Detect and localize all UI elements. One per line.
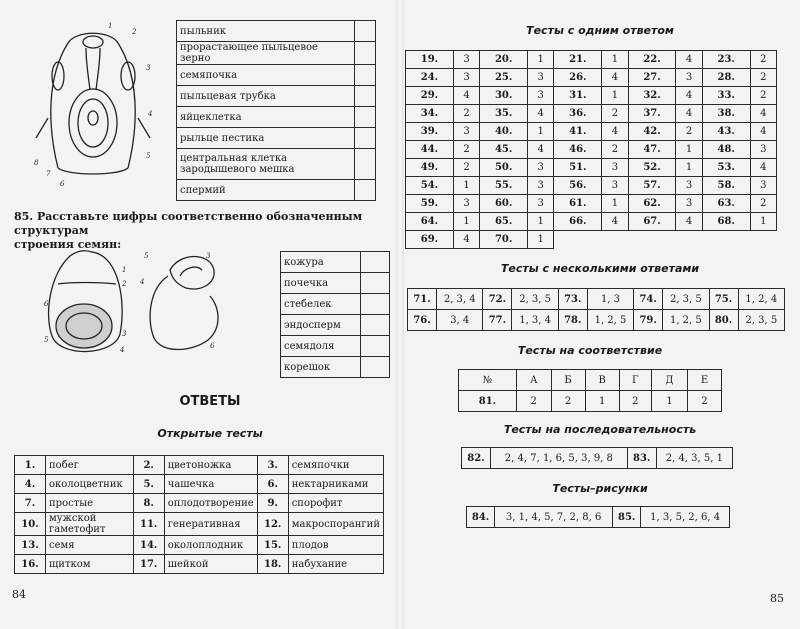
question-number: 79.	[634, 310, 663, 331]
answer-value: Е	[687, 370, 721, 391]
question-number: 19.	[406, 51, 454, 69]
question-number: 68.	[702, 213, 750, 231]
question-number: 69.	[406, 231, 454, 249]
question-number: 78.	[558, 310, 587, 331]
answer-value: 4	[602, 123, 628, 141]
question-number: 20.	[480, 51, 528, 69]
answer-value: 2	[453, 141, 479, 159]
question-number: 16.	[15, 555, 46, 574]
table-cell: стебелек	[281, 294, 361, 315]
single-answer-heading: Тесты с одним ответом	[526, 24, 674, 37]
question-number: 26.	[554, 69, 602, 87]
table-row	[15, 513, 384, 536]
table-cell: пыльцевая трубка	[177, 86, 355, 107]
answer-value: 3	[676, 177, 702, 195]
answer-value: 3, 4	[437, 310, 483, 331]
answer-value: 2	[750, 195, 776, 213]
table-row	[15, 475, 384, 494]
table-cell: яйцеклетка	[177, 107, 355, 128]
diagram-label: 1	[122, 266, 127, 274]
answer-value: 3	[528, 195, 554, 213]
diagram-label: 1	[108, 22, 113, 30]
question-85: 85. Расставьте цифры соответственно обозначенным структурам строения семян:	[14, 210, 363, 251]
question-number: 10.	[15, 513, 46, 536]
table-row	[467, 507, 730, 528]
answer-value: семя	[46, 536, 134, 555]
seed-structures-table	[280, 251, 390, 378]
answer-value: простые	[46, 494, 134, 513]
answer-value: 2	[750, 69, 776, 87]
answer-value: 3	[453, 51, 479, 69]
question-number: 66.	[554, 213, 602, 231]
question-number: 5.	[133, 475, 164, 494]
question-number: 1.	[15, 456, 46, 475]
answer-value: 4	[602, 69, 628, 87]
answer-value: спорофит	[288, 494, 383, 513]
answer-value: 1	[453, 177, 479, 195]
answer-value: 1, 2, 5	[587, 310, 633, 331]
question-number: 14.	[133, 536, 164, 555]
question-number: 15.	[257, 536, 288, 555]
answer-value: Д	[652, 370, 688, 391]
answer-value: чашечка	[164, 475, 257, 494]
table-row	[15, 494, 384, 513]
answer-value: 3	[528, 87, 554, 105]
table-cell: семядоля	[281, 336, 361, 357]
question-number: 59.	[406, 195, 454, 213]
table-row	[15, 536, 384, 555]
question-number: 50.	[480, 159, 528, 177]
question-number: 40.	[480, 123, 528, 141]
answer-value: семяпочки	[288, 456, 383, 475]
answer-value: 1, 3, 4	[512, 310, 558, 331]
question-number: 6.	[257, 475, 288, 494]
table-cell: спермий	[177, 180, 355, 201]
multi-answer-heading: Тесты с несколькими ответами	[500, 262, 700, 275]
answer-value: шейкой	[164, 555, 257, 574]
question-number: 60.	[480, 195, 528, 213]
answer-value: 4	[453, 231, 479, 249]
answer-value: 1, 3, 5, 2, 6, 4	[641, 507, 730, 528]
answer-value: 2	[687, 391, 721, 412]
question-number: 51.	[554, 159, 602, 177]
question-number: 27.	[628, 69, 676, 87]
question-number: 83.	[627, 448, 656, 469]
question-number: 35.	[480, 105, 528, 123]
question-number: 80.	[709, 310, 738, 331]
table-row	[406, 231, 777, 249]
answer-value: 1	[750, 213, 776, 231]
answer-value: 3	[528, 69, 554, 87]
table-cell: эндосперм	[281, 315, 361, 336]
question-number: 25.	[480, 69, 528, 87]
answer-value: 2, 3, 4	[437, 289, 483, 310]
table-row	[459, 370, 722, 391]
open-tests-heading: Открытые тесты	[157, 427, 263, 440]
question-number: 45.	[480, 141, 528, 159]
seed-diagram	[40, 244, 130, 362]
answer-value: 4	[676, 105, 702, 123]
question-number: 41.	[554, 123, 602, 141]
answer-value: 2	[602, 105, 628, 123]
question-number: 84.	[467, 507, 495, 528]
answer-value: 4	[453, 87, 479, 105]
answer-value: 1	[528, 123, 554, 141]
question-number: 77.	[483, 310, 512, 331]
answer-value: 4	[602, 213, 628, 231]
question-number: 12.	[257, 513, 288, 536]
open-tests-table	[14, 455, 384, 574]
table-cell: пыльник	[177, 21, 355, 42]
table-row	[15, 555, 384, 574]
table-cell: рыльце пестика	[177, 128, 355, 149]
answer-value: 1, 2, 5	[663, 310, 709, 331]
matching-table	[458, 369, 722, 412]
diagram-label: 6	[44, 300, 49, 308]
matching-heading: Тесты на соответствие	[517, 344, 663, 357]
answer-value: 1	[528, 231, 554, 249]
answer-value: 4	[528, 105, 554, 123]
question-number: 42.	[628, 123, 676, 141]
question-number: 24.	[406, 69, 454, 87]
answer-value: 2, 4, 3, 5, 1	[656, 448, 732, 469]
question-number: 44.	[406, 141, 454, 159]
answer-value: 4	[750, 105, 776, 123]
answer-value: генеративная	[164, 513, 257, 536]
question-number: 64.	[406, 213, 454, 231]
answer-value: 2	[602, 141, 628, 159]
question-number: 54.	[406, 177, 454, 195]
table-cell: почечка	[281, 273, 361, 294]
question-number: 62.	[628, 195, 676, 213]
question-number: 76.	[408, 310, 437, 331]
question-number: 73.	[558, 289, 587, 310]
answer-value: 1, 3	[587, 289, 633, 310]
table-cell: кожура	[281, 252, 361, 273]
table-row	[406, 177, 777, 195]
answers-heading: ОТВЕТЫ	[179, 394, 241, 409]
question-number: 22.	[628, 51, 676, 69]
answer-value: околоплодник	[164, 536, 257, 555]
answer-value: 4	[676, 87, 702, 105]
question-number: 33.	[702, 87, 750, 105]
question-number: 81.	[459, 391, 517, 412]
question-number: 82.	[462, 448, 491, 469]
question-number: 61.	[554, 195, 602, 213]
question-number: 34.	[406, 105, 454, 123]
answer-value: №	[459, 370, 517, 391]
answer-value: 3	[602, 177, 628, 195]
question-number: 31.	[554, 87, 602, 105]
flower-diagram	[28, 18, 158, 188]
flower-structures-table	[176, 20, 376, 201]
question-number: 43.	[702, 123, 750, 141]
diagram-label: 5	[44, 336, 49, 344]
question-number: 7.	[15, 494, 46, 513]
answer-value: макроспорангий	[288, 513, 383, 536]
question-number: 65.	[480, 213, 528, 231]
single-answer-table	[405, 50, 777, 249]
question-number: 8.	[133, 494, 164, 513]
table-row	[406, 159, 777, 177]
answer-value: 1	[676, 141, 702, 159]
answer-value: мужской гаметофит	[46, 513, 134, 536]
answer-value: 3	[453, 123, 479, 141]
answer-value: 4	[676, 51, 702, 69]
answer-value: 1	[528, 213, 554, 231]
picture-tests-heading: Тесты–рисунки	[552, 482, 648, 495]
answer-value: 3	[676, 195, 702, 213]
table-row	[406, 195, 777, 213]
page-number: 85	[770, 592, 784, 605]
question-number: 63.	[702, 195, 750, 213]
multi-answer-table	[407, 288, 785, 331]
table-row	[406, 123, 777, 141]
question-number: 23.	[702, 51, 750, 69]
question-number: 17.	[133, 555, 164, 574]
answer-value: 3	[453, 69, 479, 87]
answer-value: 1	[528, 51, 554, 69]
question-number: 67.	[628, 213, 676, 231]
answer-value: 3	[750, 177, 776, 195]
page-number: 84	[12, 588, 26, 601]
question-number: 72.	[483, 289, 512, 310]
table-row	[408, 289, 785, 310]
question-number: 53.	[702, 159, 750, 177]
diagram-label: 4	[140, 278, 145, 286]
table-row	[406, 69, 777, 87]
table-cell: корешок	[281, 357, 361, 378]
table-row	[406, 105, 777, 123]
answer-value: 1	[602, 51, 628, 69]
answer-value: 1	[652, 391, 688, 412]
answer-value: 3	[676, 69, 702, 87]
question-number: 32.	[628, 87, 676, 105]
answer-value: 3	[602, 159, 628, 177]
answer-value: 1	[585, 391, 619, 412]
table-cell: центральная клетка зародышевого мешка	[177, 149, 355, 180]
question-number: 48.	[702, 141, 750, 159]
answer-value: 2, 3, 5	[512, 289, 558, 310]
answer-value: 2	[453, 105, 479, 123]
answer-value: 2, 3, 5	[738, 310, 784, 331]
answer-value: 2	[750, 51, 776, 69]
question-number: 18.	[257, 555, 288, 574]
question-number: 21.	[554, 51, 602, 69]
question-number: 85.	[613, 507, 641, 528]
answer-value: Б	[551, 370, 585, 391]
answer-value: 2	[676, 123, 702, 141]
table-row	[406, 51, 777, 69]
question-number: 13.	[15, 536, 46, 555]
diagram-label: 7	[46, 170, 51, 178]
question-number: 56.	[554, 177, 602, 195]
answer-value: околоцветник	[46, 475, 134, 494]
question-number: 52.	[628, 159, 676, 177]
answer-value: 2	[516, 391, 551, 412]
question-number: 47.	[628, 141, 676, 159]
answer-value: 1	[602, 195, 628, 213]
table-cell: прорастающее пыльцевое зерно	[177, 42, 355, 65]
question-number: 74.	[634, 289, 663, 310]
question-number: 38.	[702, 105, 750, 123]
table-row	[459, 391, 722, 412]
question-number: 39.	[406, 123, 454, 141]
answer-value: 4	[528, 141, 554, 159]
question-number: 11.	[133, 513, 164, 536]
answer-value: побег	[46, 456, 134, 475]
diagram-label: 5	[144, 252, 149, 260]
diagram-label: 5	[146, 152, 151, 160]
answer-value: 4	[676, 213, 702, 231]
answer-value: 4	[750, 159, 776, 177]
book-gutter	[396, 0, 404, 629]
answer-value: оплодотворение	[164, 494, 257, 513]
question-number: 2.	[133, 456, 164, 475]
answer-value: 3	[453, 195, 479, 213]
diagram-label: 4	[120, 346, 125, 354]
table-row	[408, 310, 785, 331]
question-number: 55.	[480, 177, 528, 195]
diagram-label: 3	[122, 330, 127, 338]
question-number: 46.	[554, 141, 602, 159]
question-number: 49.	[406, 159, 454, 177]
answer-value: 3	[528, 159, 554, 177]
answer-value: набухание	[288, 555, 383, 574]
sequence-table	[461, 447, 733, 469]
question-number: 37.	[628, 105, 676, 123]
diagram-label: 3	[146, 64, 151, 72]
table-row	[406, 213, 777, 231]
question-number: 4.	[15, 475, 46, 494]
sequence-heading: Тесты на последовательность	[503, 423, 697, 436]
table-row	[406, 141, 777, 159]
question-number: 75.	[709, 289, 738, 310]
diagram-label: 2	[132, 28, 137, 36]
answer-value: 3	[750, 141, 776, 159]
answer-value: Г	[619, 370, 651, 391]
diagram-label: 4	[148, 110, 153, 118]
answer-value: нектарниками	[288, 475, 383, 494]
diagram-label: 2	[122, 280, 127, 288]
question-number: 70.	[480, 231, 528, 249]
answer-value: 1	[676, 159, 702, 177]
answer-value: 1	[602, 87, 628, 105]
answer-value: 3, 1, 4, 5, 7, 2, 8, 6	[495, 507, 613, 528]
diagram-label: 3	[206, 252, 211, 260]
answer-value: 1	[453, 213, 479, 231]
answer-value: щитком	[46, 555, 134, 574]
question-number: 9.	[257, 494, 288, 513]
question-number: 30.	[480, 87, 528, 105]
answer-value: плодов	[288, 536, 383, 555]
answer-value: 2, 3, 5	[663, 289, 709, 310]
answer-value: 2	[551, 391, 585, 412]
answer-value: 2	[750, 87, 776, 105]
question-number: 58.	[702, 177, 750, 195]
table-row	[462, 448, 733, 469]
answer-value: 2	[453, 159, 479, 177]
answer-value: 1, 2, 4	[738, 289, 784, 310]
picture-tests-table	[466, 506, 730, 528]
answer-value: 2, 4, 7, 1, 6, 5, 3, 9, 8	[490, 448, 627, 469]
question-number: 36.	[554, 105, 602, 123]
answer-value: 2	[619, 391, 651, 412]
table-row	[15, 456, 384, 475]
question-number: 3.	[257, 456, 288, 475]
answer-value: 3	[528, 177, 554, 195]
answer-value: В	[585, 370, 619, 391]
table-row	[406, 87, 777, 105]
bean-seedling-diagram	[140, 248, 230, 358]
question-number: 57.	[628, 177, 676, 195]
diagram-label: 8	[34, 159, 39, 167]
diagram-label: 6	[60, 180, 65, 188]
question-number: 28.	[702, 69, 750, 87]
question-number: 71.	[408, 289, 437, 310]
answer-value: цветоножка	[164, 456, 257, 475]
question-number: 29.	[406, 87, 454, 105]
answer-value: А	[516, 370, 551, 391]
diagram-label: 6	[210, 342, 215, 350]
answer-value: 4	[750, 123, 776, 141]
table-cell: семяпочка	[177, 65, 355, 86]
